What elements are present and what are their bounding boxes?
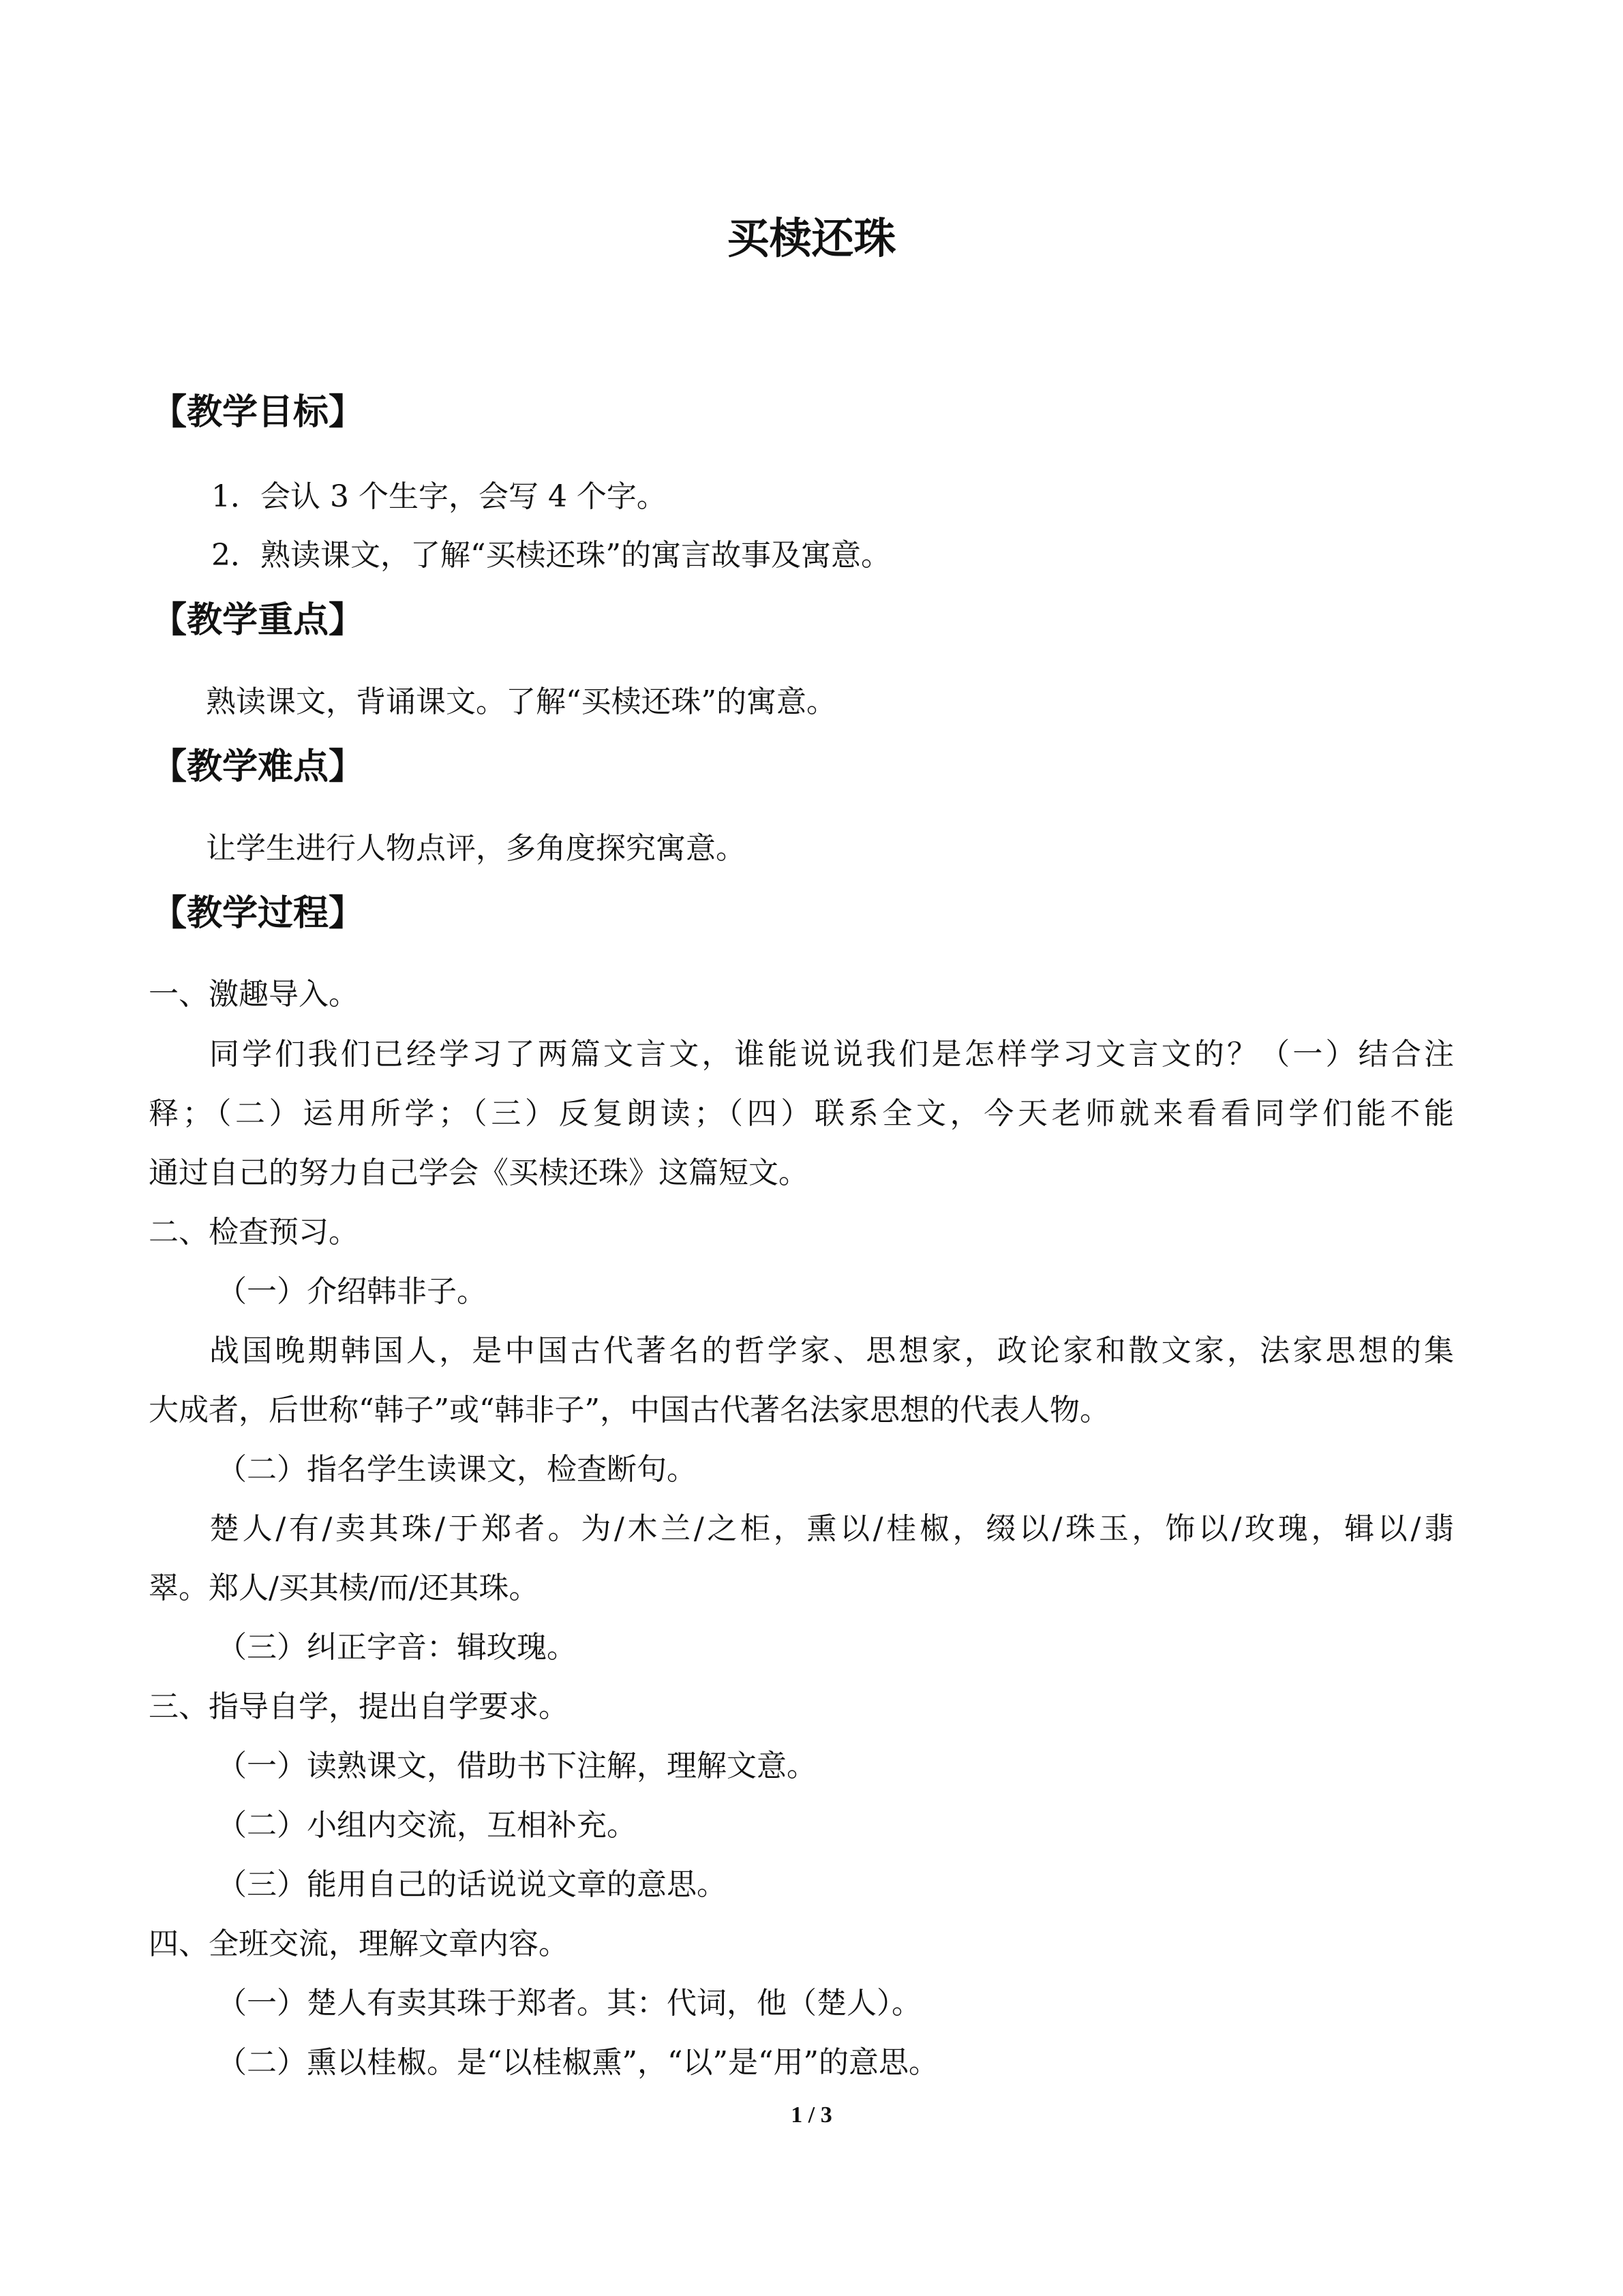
section-heading-key-points: 【教学重点】 bbox=[151, 600, 365, 641]
process-paragraph-line: 大成者，后世称“韩子”或“韩非子”，中国古代著名法家思想的代表人物。 bbox=[149, 1393, 1110, 1428]
goal-item-1: 1．会认 3 个生字，会写 4 个字。 bbox=[211, 479, 667, 514]
document-title: 买椟还珠 bbox=[727, 213, 896, 263]
process-paragraph-line: 同学们我们已经学习了两篇文言文，谁能说说我们是怎样学习文言文的？（一）结合注 bbox=[209, 1037, 1454, 1072]
process-paragraph-line: 释；（二）运用所学；（三）反复朗读；（四）联系全文，今天老师就来看看同学们能不能 bbox=[149, 1096, 1454, 1131]
difficulties-text: 让学生进行人物点评，多角度探究寓意。 bbox=[206, 831, 746, 866]
process-substep: （三）能用自己的话说说文章的意思。 bbox=[217, 1867, 727, 1902]
process-paragraph-line: 战国晚期韩国人，是中国古代著名的哲学家、思想家，政论家和散文家，法家思想的集 bbox=[209, 1333, 1454, 1368]
process-substep: （一）介绍韩非子。 bbox=[217, 1274, 487, 1309]
section-heading-goals: 【教学目标】 bbox=[151, 392, 365, 433]
key-points-text: 熟读课文，背诵课文。了解“买椟还珠”的寓意。 bbox=[206, 684, 836, 719]
process-step-2-heading: 二、检查预习。 bbox=[149, 1215, 359, 1250]
process-substep: （二）熏以桂椒。是“以桂椒熏”，“以”是“用”的意思。 bbox=[217, 2045, 939, 2080]
process-substep: （一）读熟课文，借助书下注解，理解文意。 bbox=[217, 1749, 817, 1783]
process-step-3-heading: 三、指导自学，提出自学要求。 bbox=[149, 1689, 568, 1724]
process-step-4-heading: 四、全班交流，理解文章内容。 bbox=[149, 1927, 568, 1961]
process-substep: （二）指名学生读课文，检查断句。 bbox=[217, 1452, 697, 1487]
process-paragraph-line: 楚人/有/卖其珠/于郑者。为/木兰/之柜，熏以/桂椒，缀以/珠玉，饰以/玫瑰，辑以/翡 bbox=[209, 1511, 1454, 1546]
page-number: 1 / 3 bbox=[791, 2102, 832, 2128]
process-substep: （二）小组内交流，互相补充。 bbox=[217, 1808, 637, 1843]
goal-item-2: 2．熟读课文，了解“买椟还珠”的寓言故事及寓意。 bbox=[211, 538, 891, 573]
section-heading-process: 【教学过程】 bbox=[151, 893, 365, 934]
process-paragraph-line: 通过自己的努力自己学会《买椟还珠》这篇短文。 bbox=[149, 1155, 808, 1190]
process-paragraph-line: 翠。郑人/买其椟/而/还其珠。 bbox=[149, 1571, 539, 1605]
process-step-1-heading: 一、激趣导入。 bbox=[149, 977, 359, 1012]
process-substep: （一）楚人有卖其珠于郑者。其：代词，他（楚人）。 bbox=[217, 1986, 922, 2021]
process-substep: （三）纠正字音：辑玫瑰。 bbox=[217, 1630, 577, 1665]
section-heading-difficulties: 【教学难点】 bbox=[151, 746, 365, 787]
